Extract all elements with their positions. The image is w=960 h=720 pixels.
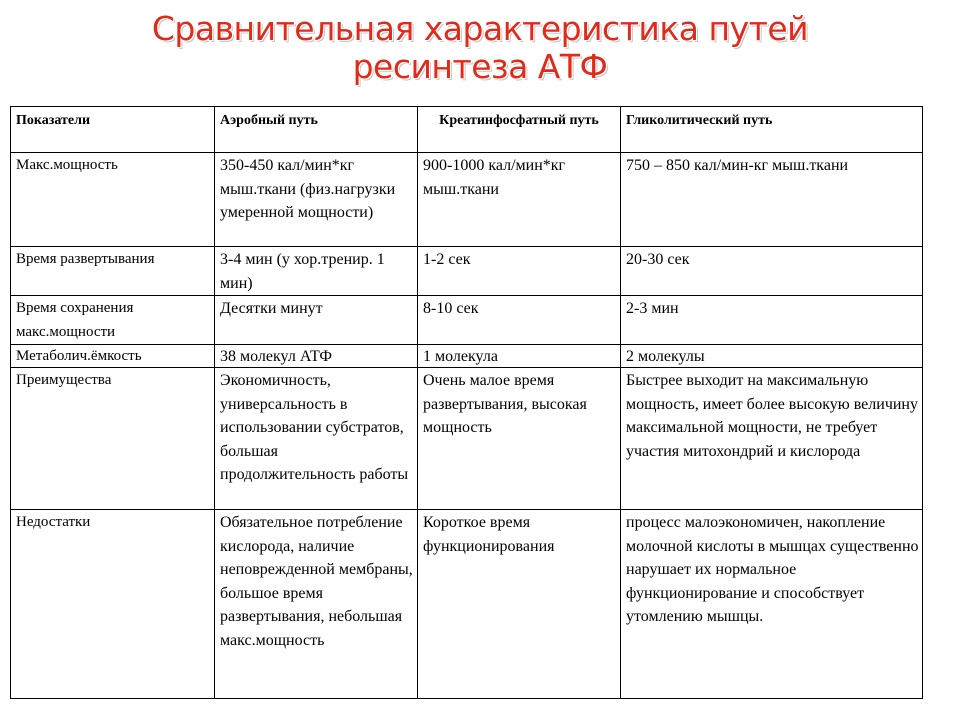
row-label-advantages: Преимущества	[11, 368, 215, 510]
table-row	[11, 296, 923, 345]
header-cell-glycolytic: Гликолитический путь	[621, 107, 923, 153]
row-label-max-power: Макс.мощность	[11, 153, 215, 247]
table-cell: 2-3 мин	[621, 296, 923, 345]
table-row	[11, 368, 923, 510]
header-cell-indicators: Показатели	[11, 107, 215, 153]
row-label-max-power-duration: Время сохранения макс.мощности	[11, 296, 215, 345]
table-row	[11, 510, 923, 699]
table-cell: процесс малоэкономичен, накопление молочной кислоты в мышцах существенно нарушает их нормальное функционирование и способствует утомлению мышцы.	[621, 510, 923, 699]
slide-title	[60, 10, 900, 86]
table-cell: Обязательное потребление кислорода, наличие неповрежденной мембраны, большое время развертывания, небольшая макс.мощность	[215, 510, 418, 699]
table-cell: 2 молекулы	[621, 345, 923, 368]
table-cell: 750 – 850 кал/мин-кг мыш.ткани	[621, 153, 923, 247]
table-cell: 38 молекул АТФ	[215, 345, 418, 368]
table-cell: Очень малое время развертывания, высокая мощность	[418, 368, 621, 510]
row-label-deployment-time: Время развертывания	[11, 247, 215, 296]
table-row	[11, 345, 923, 368]
table-cell: 1 молекула	[418, 345, 621, 368]
slide-title-line-1: Сравнительная характеристика путей	[151, 9, 809, 48]
table-cell: Короткое время функционирования	[418, 510, 621, 699]
table-cell: 1-2 сек	[418, 247, 621, 296]
comparison-table	[10, 106, 923, 699]
table-header-row	[11, 107, 923, 153]
table-cell: Десятки минут	[215, 296, 418, 345]
table-row	[11, 153, 923, 247]
slide-title-line-2: ресинтеза АТФ	[352, 47, 608, 86]
row-label-disadvantages: Недостатки	[11, 510, 215, 699]
header-cell-creatine-phosphate: Креатинфосфатный путь	[418, 107, 621, 153]
table-cell: Быстрее выходит на максимальную мощность, имеет более высокую величину максимальной мощности, не требует участия митохондрий и кислорода	[621, 368, 923, 510]
table-cell: 20-30 сек	[621, 247, 923, 296]
table-cell: 8-10 сек	[418, 296, 621, 345]
table-cell: Экономичность, универсальность в использовании субстратов, большая продолжительность работы	[215, 368, 418, 510]
table-cell: 3-4 мин (у хор.тренир. 1 мин)	[215, 247, 418, 296]
row-label-metabolic-capacity: Метаболич.ёмкость	[11, 345, 215, 368]
table-cell: 350-450 кал/мин*кг мыш.ткани (физ.нагрузки умеренной мощности)	[215, 153, 418, 247]
table-cell: 900-1000 кал/мин*кг мыш.ткани	[418, 153, 621, 247]
table-row	[11, 247, 923, 296]
header-cell-aerobic: Аэробный путь	[215, 107, 418, 153]
